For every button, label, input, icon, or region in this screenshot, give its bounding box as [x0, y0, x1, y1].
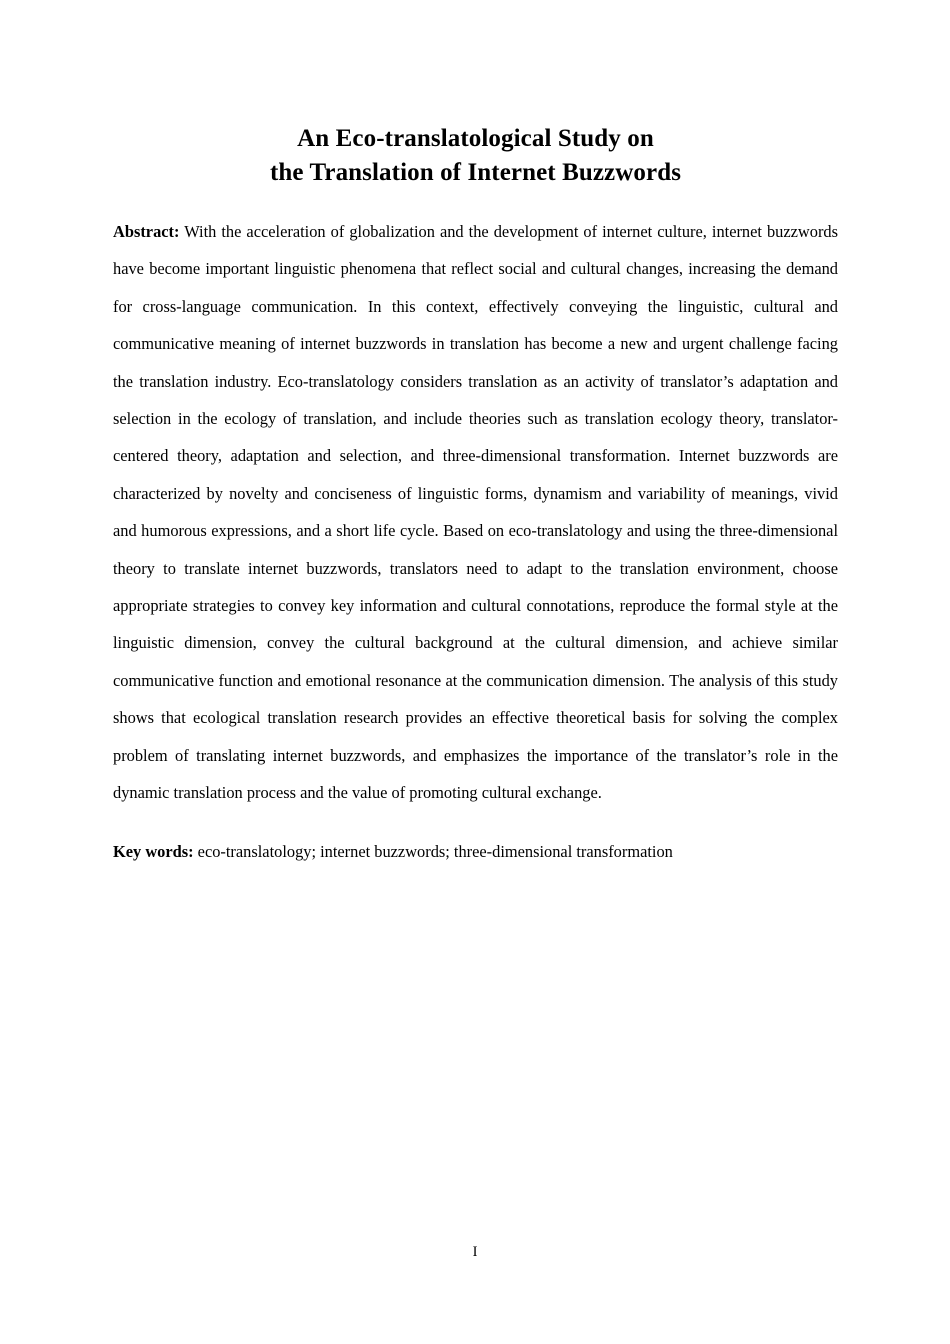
abstract-paragraph	[113, 213, 838, 812]
title-line-1: An Eco-translatological Study on	[297, 125, 654, 152]
page-title	[113, 0, 838, 190]
keywords-text: eco-translatology; internet buzzwords; three-dimensional transformation	[193, 841, 673, 861]
keywords-label: Key words:	[113, 841, 194, 861]
title-line-2: the Translation of Internet Buzzwords	[269, 159, 682, 186]
page-number: I	[472, 1244, 478, 1260]
abstract-text: With the acceleration of globalization and the development of internet culture, internet buzzwords have become important linguistic phenomena that reflect social and cultural changes, increasing the demand for cross-language communication. In this context, effectively conveying the linguistic, cultural and communicative meaning of internet buzzwords in translation has become a new and urgent challenge facing the translation industry. Eco-translatology considers translation as an activity of translator’s adaptation and selection in the ecology of translation, and include theories such as translation ecology theory, translator-centered theory, adaptation and selection, and three-dimensional transformation. Internet buzzwords are characterized by novelty and conciseness of linguistic forms, dynamism and variability of meanings, vivid and humorous expressions, and a short life cycle. Based on eco-translatology and using the three-dimensional theory to translate internet buzzwords, translators need to adapt to the translation environment, choose appropriate strategies to convey key information and cultural connotations, reproduce the formal style at the linguistic dimension, convey the cultural background at the cultural dimension, and achieve similar communicative function and emotional resonance at the communication dimension. The analysis of this study shows that ecological translation research provides an effective theoretical basis for solving the complex problem of translating internet buzzwords, and emphasizes the importance of the translator’s role in the dynamic translation process and the value of promoting cultural exchange.	[113, 222, 838, 803]
abstract-section	[113, 213, 838, 812]
keywords-section	[113, 833, 838, 870]
keywords-paragraph	[113, 833, 838, 870]
page-content	[113, 0, 838, 870]
abstract-label: Abstract:	[113, 222, 180, 241]
